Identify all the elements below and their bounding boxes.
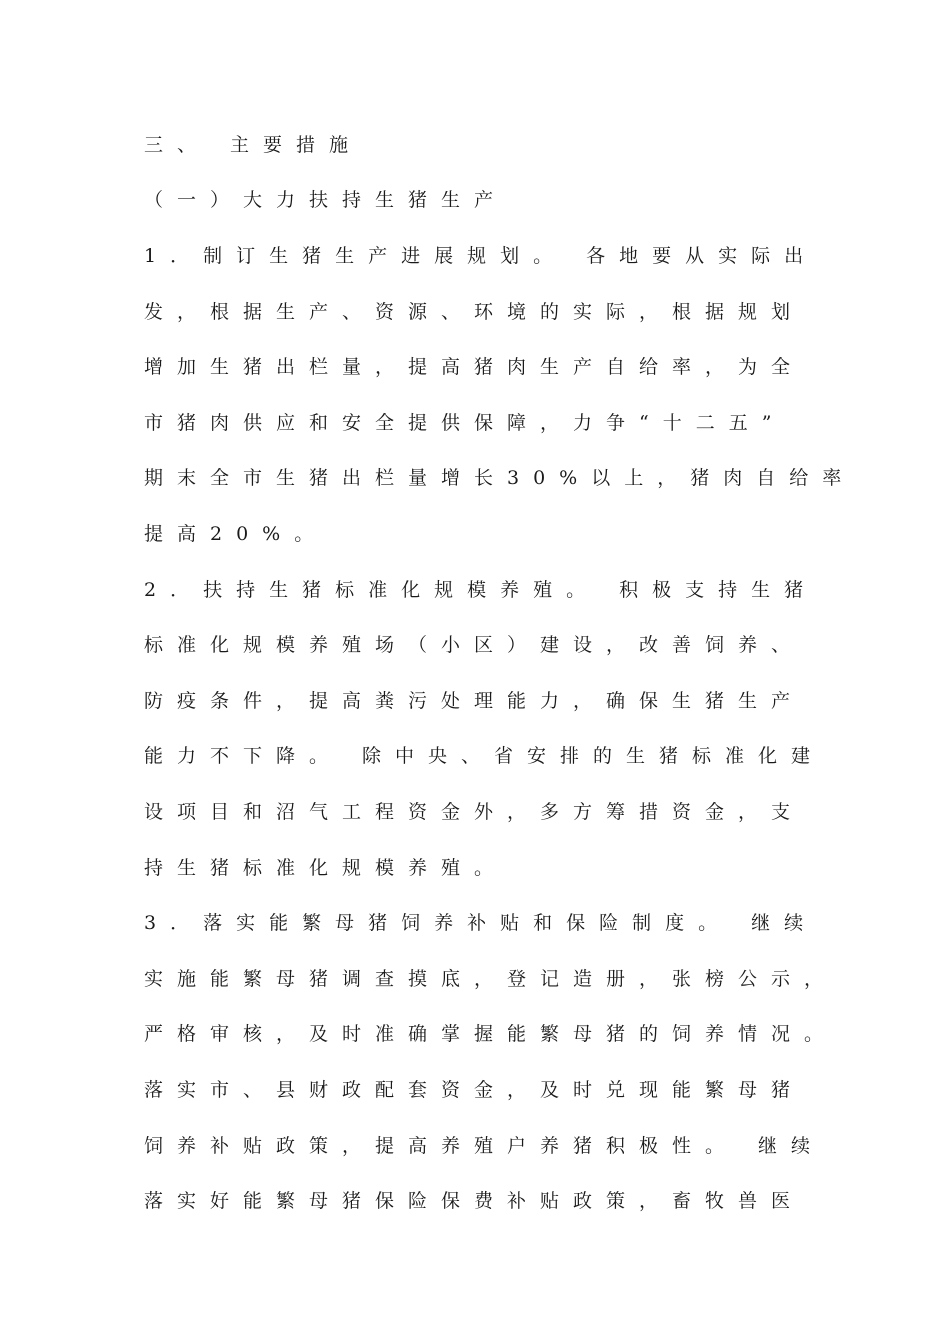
paragraph-line: 3．落实能繁母猪饲养补贴和保险制度。 继续	[144, 912, 818, 934]
paragraph-line: 提高20%。	[144, 523, 328, 545]
paragraph-line: 期末全市生猪出栏量增长30%以上，猪肉自给率	[144, 467, 856, 489]
paragraph-line: 防疫条件，提高粪污处理能力，确保生猪生产	[144, 690, 805, 712]
paragraph-line: 落实好能繁母猪保险保费补贴政策，畜牧兽医	[144, 1190, 805, 1212]
section-heading: 三、 主要措施	[144, 134, 363, 156]
paragraph-line: 能力不下降。 除中央、省安排的生猪标准化建	[144, 745, 825, 767]
paragraph-line: 设项目和沼气工程资金外，多方筹措资金，支	[144, 801, 805, 823]
paragraph-line: 落实市、县财政配套资金，及时兑现能繁母猪	[144, 1079, 805, 1101]
paragraph-line: 2．扶持生猪标准化规模养殖。 积极支持生猪	[144, 579, 818, 601]
paragraph-line: 持生猪标准化规模养殖。	[144, 857, 508, 879]
paragraph-line: 发，根据生产、资源、环境的实际，根据规划	[144, 301, 805, 323]
paragraph-line: 严格审核，及时准确掌握能繁母猪的饲养情况。	[144, 1023, 838, 1045]
paragraph-line: 实施能繁母猪调查摸底，登记造册，张榜公示，	[144, 968, 838, 990]
paragraph-line: 饲养补贴政策，提高养殖户养猪积极性。 继续	[144, 1135, 825, 1157]
paragraph-line: 标准化规模养殖场（小区）建设，改善饲养、	[144, 634, 805, 656]
paragraph-line: 增加生猪出栏量，提高猪肉生产自给率，为全	[144, 356, 805, 378]
subsection-heading: （一）大力扶持生猪生产	[144, 189, 508, 211]
paragraph-line: 1．制订生猪生产进展规划。 各地要从实际出	[144, 245, 818, 267]
paragraph-line: 市猪肉供应和安全提供保障，力争“十二五”	[144, 412, 786, 434]
